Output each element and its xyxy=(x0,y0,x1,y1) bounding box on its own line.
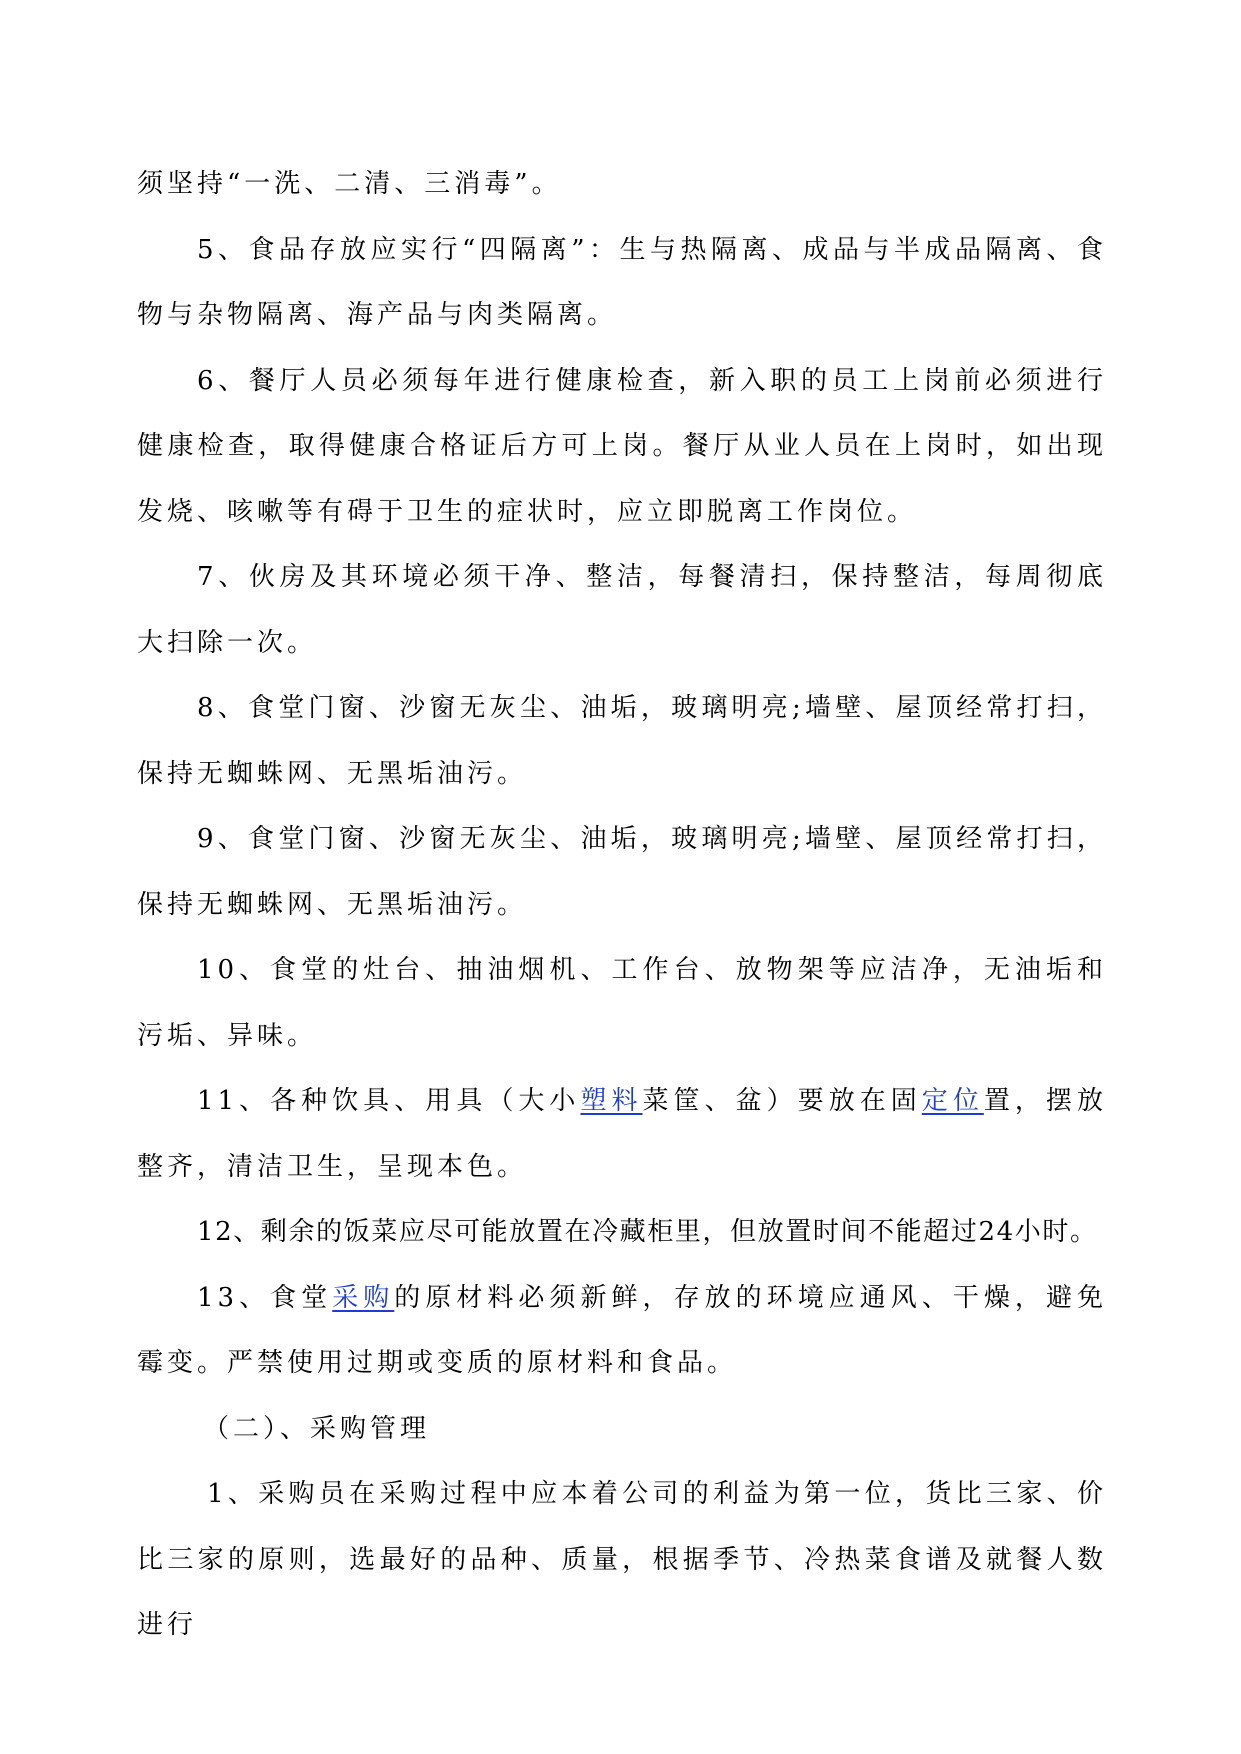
paragraph-item-13 xyxy=(137,1266,1107,1397)
paragraph-item-5: 5、食品存放应实行“四隔离”：生与热隔离、成品与半成品隔离、食物与杂物隔离、海产品与肉类隔离。 xyxy=(137,234,1107,330)
paragraph-item-11 xyxy=(137,1069,1107,1200)
paragraph-item-11-text-c: 置，摆放整齐，清洁卫生，呈现本色。 xyxy=(137,1086,1107,1182)
link-positioning[interactable]: 定位 xyxy=(921,1086,984,1116)
paragraph-item-11-text-b: 菜筐、盆）要放在固 xyxy=(642,1086,922,1116)
paragraph-item-13-text-a: 13、食堂 xyxy=(197,1282,333,1313)
link-procurement[interactable]: 采购 xyxy=(332,1282,395,1313)
paragraph-item-7: 7、伙房及其环境必须干净、整洁，每餐清扫，保持整洁，每周彻底大扫除一次。 xyxy=(137,562,1107,658)
paragraph-item-12: 12、剩余的饭菜应尽可能放置在冷藏柜里，但放置时间不能超过24小时。 xyxy=(197,1217,1098,1247)
paragraph-item-8: 8、食堂门窗、沙窗无灰尘、油垢，玻璃明亮;墙壁、屋顶经常打扫，保持无蜘蛛网、无黑垢油污。 xyxy=(137,693,1107,789)
paragraph-continuation: 须坚持“一洗、二清、三消毒”。 xyxy=(137,169,562,199)
paragraph-procurement-item-1: 1、采购员在采购过程中应本着公司的利益为第一位，货比三家、价比三家的原则，选最好的品种、质量，根据季节、冷热菜食谱及就餐人数进行 xyxy=(137,1479,1107,1640)
section-heading-procurement: （二）、采购管理 xyxy=(203,1413,431,1444)
document-body xyxy=(137,152,1107,1659)
paragraph-item-10: 10、食堂的灶台、抽油烟机、工作台、放物架等应洁净，无油垢和污垢、异味。 xyxy=(137,955,1107,1051)
paragraph-item-6: 6、餐厅人员必须每年进行健康检查，新入职的员工上岗前必须进行健康检查，取得健康合格证后方可上岗。餐厅从业人员在上岗时，如出现发烧、咳嗽等有碍于卫生的症状时，应立即脱离工作岗位。 xyxy=(137,365,1107,527)
paragraph-item-13-text-b: 的原材料必须新鲜，存放的环境应通风、干燥，避免霉变。严禁使用过期或变质的原材料和食品。 xyxy=(137,1282,1107,1378)
paragraph-item-11-text-a: 11、各种饮具、用具（大小 xyxy=(197,1086,581,1116)
link-plastic[interactable]: 塑料 xyxy=(580,1086,643,1116)
paragraph-item-9: 9、食堂门窗、沙窗无灰尘、油垢，玻璃明亮;墙壁、屋顶经常打扫，保持无蜘蛛网、无黑垢油污。 xyxy=(137,824,1107,920)
